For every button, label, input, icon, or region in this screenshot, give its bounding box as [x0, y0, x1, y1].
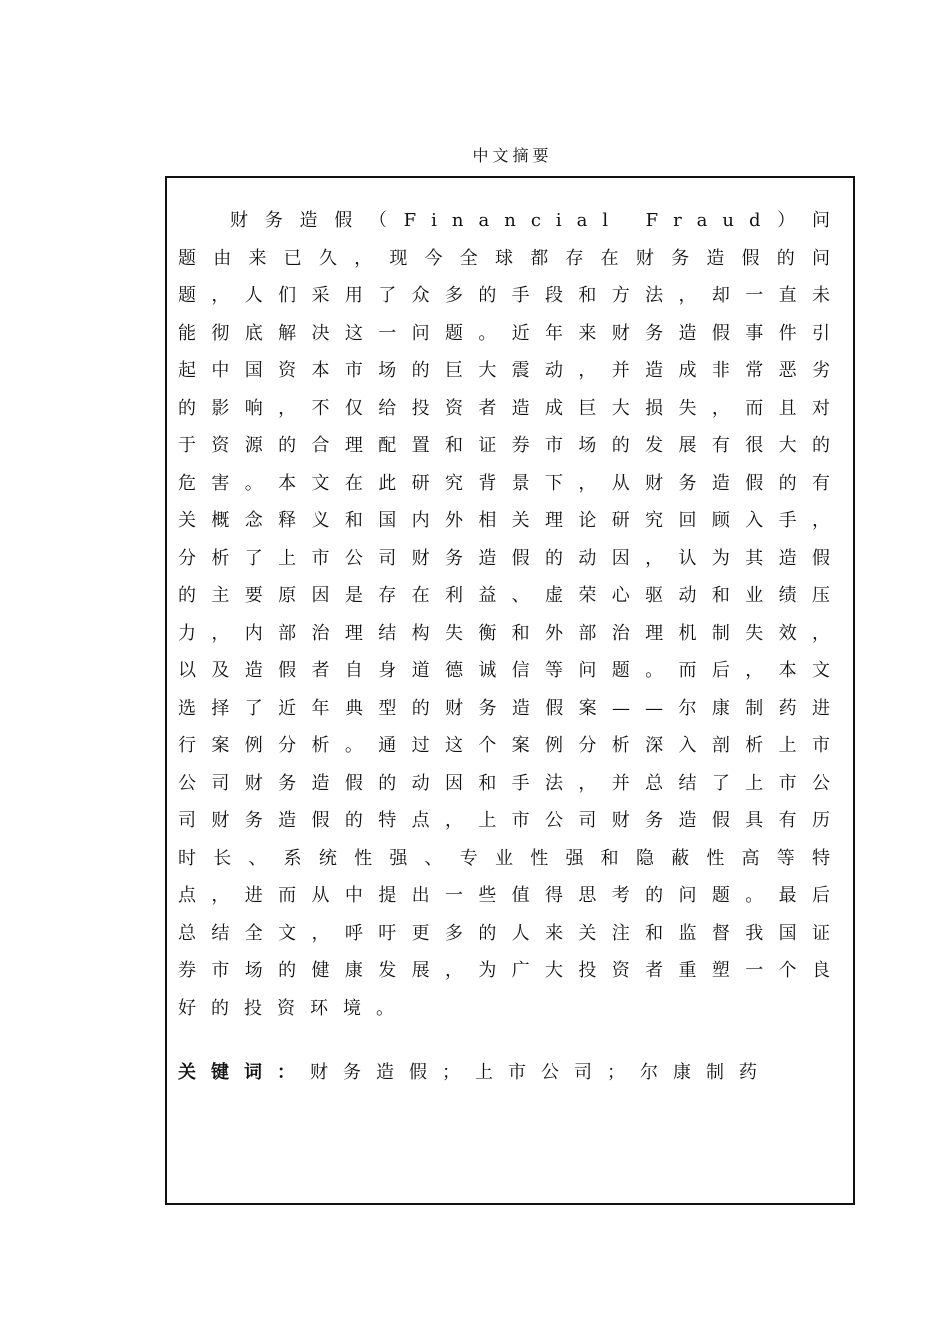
keywords-label: 关键词：	[178, 1062, 310, 1083]
keywords-value: 财务造假；上市公司；尔康制药	[310, 1062, 772, 1083]
keywords-line	[178, 1054, 845, 1092]
abstract-body: 财务造假（Financial Fraud）问题由来已久，现今全球都存在财务造假的问题，人们采用了众多的手段和方法，却一直未能彻底解决这一问题。近年来财务造假事件引起中国资本市场的巨大震动，并造成非常恶劣的影响，不仅给投资者造成巨大损失，而且对于资源的合理配置和证券市场的发展有很大的危害。本文在此研究背景下，从财务造假的有关概念释义和国内外相关理论研究回顾入手，分析了上市公司财务造假的动因，认为其造假的主要原因是存在利益、虚荣心驱动和业绩压力，内部治理结构失衡和外部治理机制失效，以及造假者自身道德诚信等问题。而后，本文选择了近年典型的财务造假案——尔康制药进行案例分析。通过这个案例分析深入剖析上市公司财务造假的动因和手法，并总结了上市公司财务造假的特点，上市公司财务造假具有历时长、系统性强、专业性强和隐蔽性高等特点，进而从中提出一些值得思考的问题。最后总结全文，呼吁更多的人来关注和监督我国证券市场的健康发展，为广大投资者重塑一个良好的投资环境。	[178, 210, 845, 1019]
page-title: 中文摘要	[472, 146, 553, 165]
abstract-box	[165, 176, 855, 1205]
